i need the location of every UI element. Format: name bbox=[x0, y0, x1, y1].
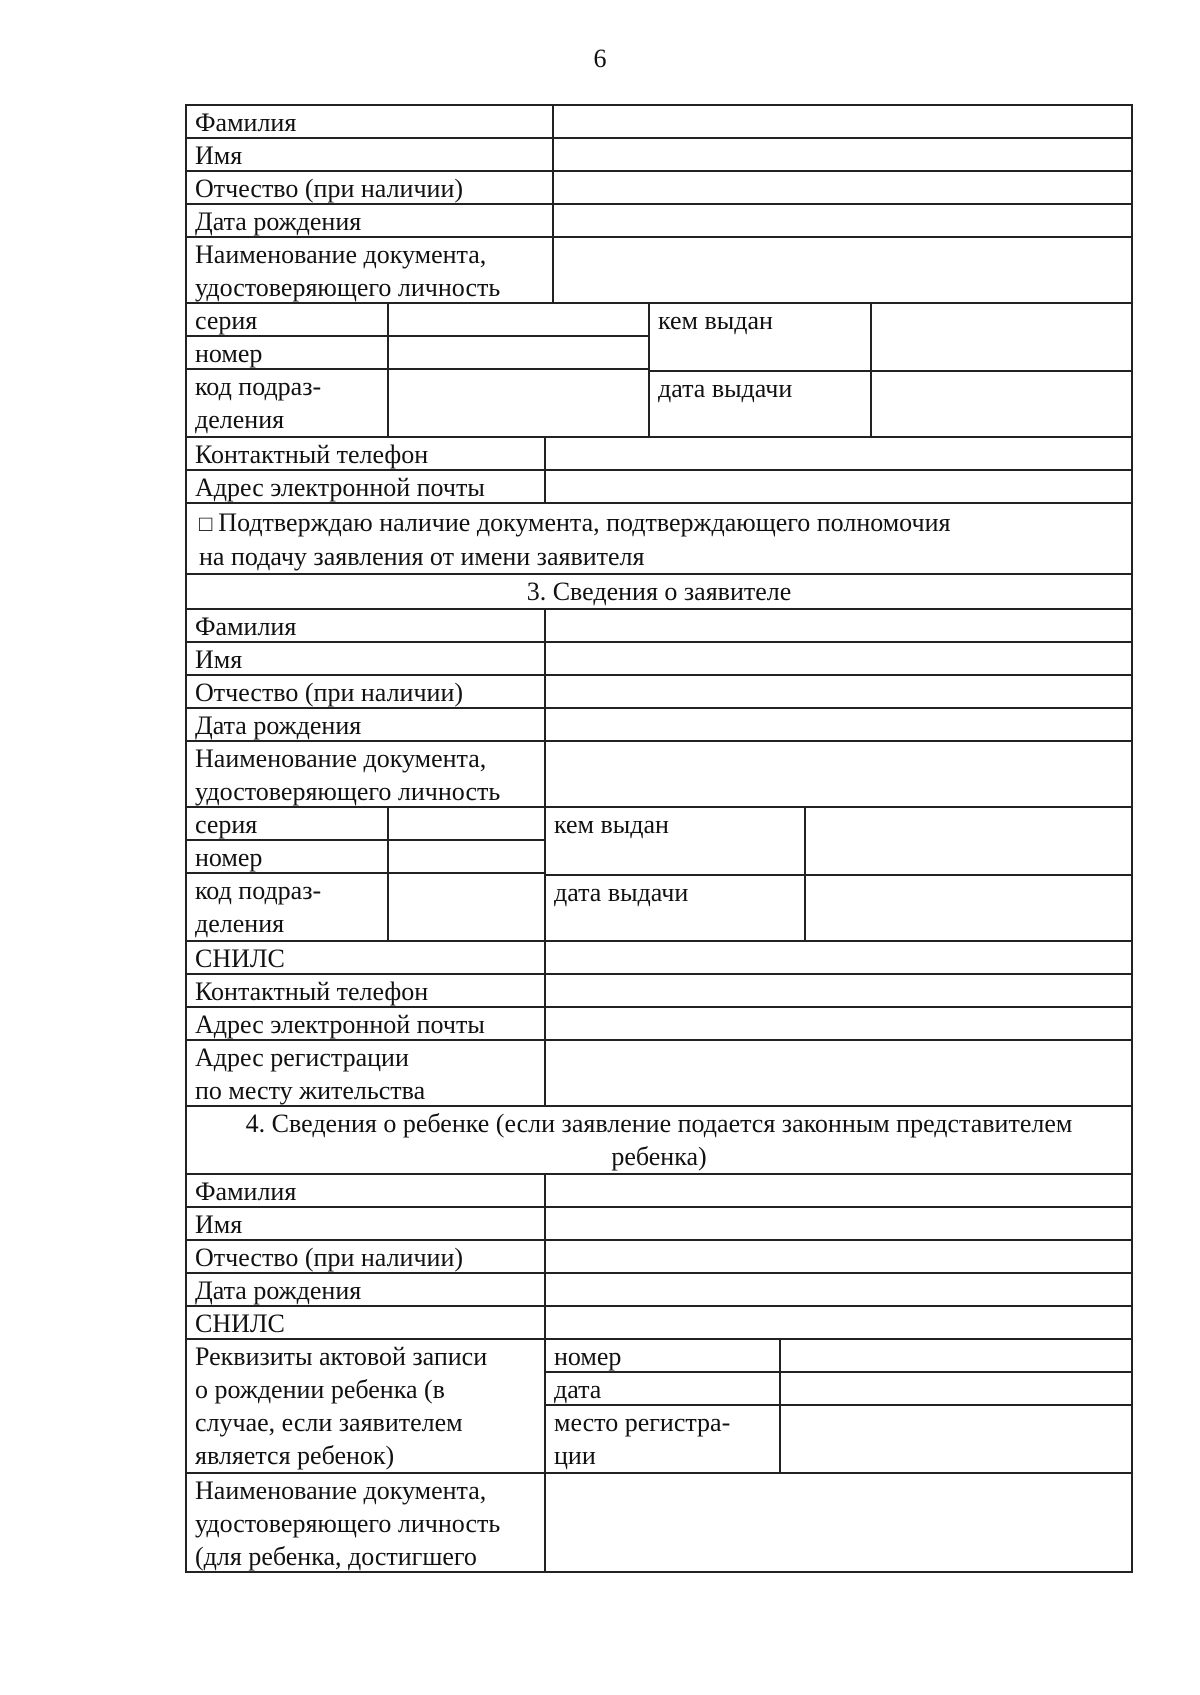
surname-field[interactable] bbox=[552, 106, 1131, 137]
number-field[interactable] bbox=[387, 337, 648, 370]
page-number: 6 bbox=[593, 44, 607, 73]
s3-label-snils: СНИЛС bbox=[195, 944, 285, 973]
label-birth-date: Дата рождения bbox=[195, 207, 362, 236]
s4-label-act-place-line2: ции bbox=[554, 1441, 596, 1470]
section4-heading-row bbox=[187, 1107, 1131, 1175]
row-email bbox=[187, 471, 1131, 504]
row-birth-date bbox=[187, 205, 1131, 238]
s3-label-surname: Фамилия bbox=[195, 612, 297, 641]
s3-patronymic-field[interactable] bbox=[544, 676, 1131, 707]
s4-label-birth-date: Дата рождения bbox=[195, 1276, 362, 1305]
confirm-text-line2: на подачу заявления от имени заявителя bbox=[199, 542, 645, 571]
s3-row-address bbox=[187, 1041, 1131, 1107]
s3-label-phone: Контактный телефон bbox=[195, 977, 429, 1006]
s3-row-phone bbox=[187, 975, 1131, 1008]
s3-row-email bbox=[187, 1008, 1131, 1041]
s4-row-snils bbox=[187, 1307, 1131, 1340]
issue-date-field[interactable] bbox=[870, 370, 1131, 436]
confirm-text-line1: Подтверждаю наличие документа, подтверждающего полномочия bbox=[218, 508, 951, 537]
email-field[interactable] bbox=[544, 471, 1131, 502]
s3-address-field[interactable] bbox=[544, 1041, 1131, 1105]
label-id-document-line2: удостоверяющего личность bbox=[195, 273, 501, 302]
s3-label-dept-code bbox=[187, 874, 387, 940]
s4-act-date-field[interactable] bbox=[779, 1373, 1131, 1406]
s3-label-patronymic: Отчество (при наличии) bbox=[195, 678, 464, 707]
s3-row-birth-date bbox=[187, 709, 1131, 742]
s3-series-field[interactable] bbox=[387, 808, 544, 841]
s4-label-id-document-line2: удостоверяющего личность bbox=[195, 1509, 501, 1538]
s4-row-id-document bbox=[187, 1474, 1131, 1573]
s3-label-birth-date: Дата рождения bbox=[195, 711, 362, 740]
label-phone: Контактный телефон bbox=[195, 440, 429, 469]
series-field[interactable] bbox=[387, 304, 648, 337]
row-patronymic bbox=[187, 172, 1131, 205]
s4-label-surname: Фамилия bbox=[195, 1177, 297, 1206]
s3-id-document-details bbox=[187, 808, 1131, 942]
s3-label-address-line2: по месту жительства bbox=[195, 1076, 426, 1105]
label-dept-code-line2: деления bbox=[195, 405, 285, 434]
s3-row-patronymic bbox=[187, 676, 1131, 709]
label-id-document-line1: Наименование документа, bbox=[195, 240, 487, 269]
label-email: Адрес электронной почты bbox=[195, 473, 485, 502]
label-dept-code-line1: код подраз- bbox=[195, 372, 322, 401]
s3-dept-code-field[interactable] bbox=[387, 874, 544, 940]
s3-name-field[interactable] bbox=[544, 643, 1131, 674]
row-id-document bbox=[187, 238, 1131, 304]
s3-issued-by-field[interactable] bbox=[804, 808, 1131, 874]
s3-label-email: Адрес электронной почты bbox=[195, 1010, 485, 1039]
s3-phone-field[interactable] bbox=[544, 975, 1131, 1006]
s3-snils-field[interactable] bbox=[544, 942, 1131, 973]
row-phone bbox=[187, 438, 1131, 471]
s4-label-act-place-line1: место регистра- bbox=[554, 1408, 731, 1437]
label-dept-code bbox=[187, 370, 387, 436]
s3-label-dept-code-line2: деления bbox=[195, 909, 285, 938]
s4-label-act-line2: о рождении ребенка (в bbox=[195, 1375, 445, 1404]
row-surname bbox=[187, 106, 1131, 139]
s4-row-birth-date bbox=[187, 1274, 1131, 1307]
id-document-details bbox=[187, 304, 1131, 438]
name-field[interactable] bbox=[552, 139, 1131, 170]
s4-surname-field[interactable] bbox=[544, 1175, 1131, 1206]
s4-label-patronymic: Отчество (при наличии) bbox=[195, 1243, 464, 1272]
s3-label-series: серия bbox=[187, 808, 387, 841]
s3-label-address bbox=[187, 1041, 544, 1105]
s4-label-act-line4: является ребенок) bbox=[195, 1441, 395, 1470]
s3-label-address-line1: Адрес регистрации bbox=[195, 1043, 409, 1072]
s3-row-name bbox=[187, 643, 1131, 676]
row-name bbox=[187, 139, 1131, 172]
label-id-document bbox=[187, 238, 552, 302]
s3-number-field[interactable] bbox=[387, 841, 544, 874]
s3-row-snils bbox=[187, 942, 1131, 975]
s4-snils-field[interactable] bbox=[544, 1307, 1131, 1338]
row-confirm-authority bbox=[187, 504, 1131, 575]
s4-label-id-document-line3: (для ребенка, достигшего bbox=[195, 1542, 477, 1571]
label-issue-date: дата выдачи bbox=[648, 370, 870, 436]
s4-birth-date-field[interactable] bbox=[544, 1274, 1131, 1305]
confirm-authority bbox=[187, 504, 958, 573]
s3-birth-date-field[interactable] bbox=[544, 709, 1131, 740]
s3-label-name: Имя bbox=[195, 645, 243, 674]
s4-act-record bbox=[187, 1340, 1131, 1474]
section4-heading bbox=[187, 1107, 1131, 1173]
s3-issue-date-field[interactable] bbox=[804, 874, 1131, 940]
s4-act-number-field[interactable] bbox=[779, 1340, 1131, 1373]
s3-surname-field[interactable] bbox=[544, 610, 1131, 641]
s4-name-field[interactable] bbox=[544, 1208, 1131, 1239]
s3-label-dept-code-line1: код подраз- bbox=[195, 876, 322, 905]
confirm-checkbox[interactable]: □ bbox=[199, 511, 213, 536]
label-number: номер bbox=[187, 337, 387, 370]
phone-field[interactable] bbox=[544, 438, 1131, 469]
s3-label-number: номер bbox=[187, 841, 387, 874]
section4-heading-line2: ребенка) bbox=[611, 1142, 707, 1171]
s4-label-id-document bbox=[187, 1474, 544, 1571]
s4-label-act-line1: Реквизиты актовой записи bbox=[195, 1342, 488, 1371]
section4-heading-line1: 4. Сведения о ребенке (если заявление подается законным представителем bbox=[245, 1109, 1073, 1138]
s4-row-patronymic bbox=[187, 1241, 1131, 1274]
s3-email-field[interactable] bbox=[544, 1008, 1131, 1039]
s4-label-act-date: дата bbox=[544, 1373, 779, 1406]
dept-code-field[interactable] bbox=[387, 370, 648, 436]
s4-patronymic-field[interactable] bbox=[544, 1241, 1131, 1272]
label-series: серия bbox=[187, 304, 387, 337]
s4-id-document-field[interactable] bbox=[544, 1474, 1131, 1571]
s4-row-surname bbox=[187, 1175, 1131, 1208]
label-surname: Фамилия bbox=[195, 108, 297, 137]
application-form bbox=[185, 104, 1133, 1573]
s3-label-id-document-line2: удостоверяющего личность bbox=[195, 777, 501, 806]
s4-label-act-place bbox=[544, 1406, 779, 1472]
s4-label-snils: СНИЛС bbox=[195, 1309, 285, 1338]
label-patronymic: Отчество (при наличии) bbox=[195, 174, 464, 203]
label-issued-by: кем выдан bbox=[648, 304, 870, 370]
s4-label-act-record bbox=[187, 1340, 544, 1472]
s3-label-id-document-line1: Наименование документа, bbox=[195, 744, 487, 773]
s3-id-document-field[interactable] bbox=[544, 742, 1131, 806]
s3-row-id-document bbox=[187, 742, 1131, 808]
birth-date-field[interactable] bbox=[552, 205, 1131, 236]
s4-label-act-line3: случае, если заявителем bbox=[195, 1408, 463, 1437]
s4-label-id-document-line1: Наименование документа, bbox=[195, 1476, 487, 1505]
s3-row-surname bbox=[187, 610, 1131, 643]
issued-by-field[interactable] bbox=[870, 304, 1131, 370]
id-document-field[interactable] bbox=[552, 238, 1131, 302]
s4-row-name bbox=[187, 1208, 1131, 1241]
s3-label-issue-date: дата выдачи bbox=[544, 874, 804, 940]
s4-act-place-field[interactable] bbox=[779, 1406, 1131, 1472]
s4-label-name: Имя bbox=[195, 1210, 243, 1239]
section3-heading-row bbox=[187, 575, 1131, 610]
s3-label-id-document bbox=[187, 742, 544, 806]
label-name: Имя bbox=[195, 141, 243, 170]
patronymic-field[interactable] bbox=[552, 172, 1131, 203]
s3-label-issued-by: кем выдан bbox=[544, 808, 804, 874]
section3-heading: 3. Сведения о заявителе bbox=[526, 577, 792, 606]
s4-label-act-number: номер bbox=[544, 1340, 779, 1373]
